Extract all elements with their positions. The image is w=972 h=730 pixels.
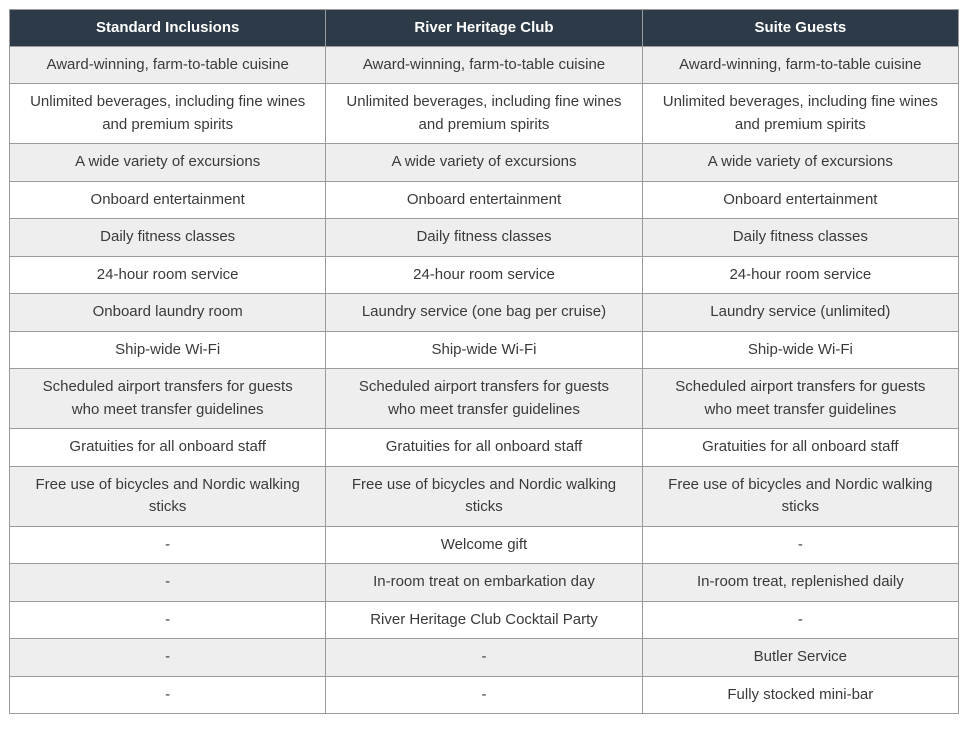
column-header: Standard Inclusions — [10, 10, 326, 47]
inclusions-comparison-table — [9, 9, 959, 714]
table-cell: Onboard entertainment — [10, 181, 326, 219]
table-cell: Scheduled airport transfers for guests who meet transfer guidelines — [642, 369, 958, 429]
column-header: River Heritage Club — [326, 10, 642, 47]
table-row — [10, 294, 959, 332]
table-cell: - — [10, 526, 326, 564]
table-cell: Onboard laundry room — [10, 294, 326, 332]
table-cell: Gratuities for all onboard staff — [642, 429, 958, 467]
table-cell: 24-hour room service — [10, 256, 326, 294]
table-row — [10, 526, 959, 564]
table-cell: - — [10, 676, 326, 714]
table-cell: Free use of bicycles and Nordic walking sticks — [642, 466, 958, 526]
table-cell: - — [10, 601, 326, 639]
table-cell: - — [642, 526, 958, 564]
header-row — [10, 10, 959, 47]
table-cell: - — [642, 601, 958, 639]
table-row — [10, 84, 959, 144]
table-cell: Gratuities for all onboard staff — [10, 429, 326, 467]
table-cell: - — [10, 639, 326, 677]
table-cell: Ship-wide Wi-Fi — [642, 331, 958, 369]
table-cell: Free use of bicycles and Nordic walking sticks — [326, 466, 642, 526]
table-row — [10, 181, 959, 219]
table-cell: Unlimited beverages, including fine wines and premium spirits — [642, 84, 958, 144]
table-cell: Onboard entertainment — [642, 181, 958, 219]
table-cell: Daily fitness classes — [642, 219, 958, 257]
table-cell: A wide variety of excursions — [10, 144, 326, 182]
table-cell: Award-winning, farm-to-table cuisine — [326, 46, 642, 84]
table-cell: Award-winning, farm-to-table cuisine — [10, 46, 326, 84]
table-cell: - — [10, 564, 326, 602]
table-cell: Fully stocked mini-bar — [642, 676, 958, 714]
table-cell: In-room treat, replenished daily — [642, 564, 958, 602]
table-header — [10, 10, 959, 47]
table-cell: River Heritage Club Cocktail Party — [326, 601, 642, 639]
table-cell: - — [326, 676, 642, 714]
table-cell: Scheduled airport transfers for guests who meet transfer guidelines — [326, 369, 642, 429]
table-cell: Free use of bicycles and Nordic walking sticks — [10, 466, 326, 526]
table-cell: Laundry service (one bag per cruise) — [326, 294, 642, 332]
table-cell: Daily fitness classes — [10, 219, 326, 257]
table-row — [10, 564, 959, 602]
table-row — [10, 601, 959, 639]
table-cell: 24-hour room service — [326, 256, 642, 294]
table-cell: Award-winning, farm-to-table cuisine — [642, 46, 958, 84]
table-cell: 24-hour room service — [642, 256, 958, 294]
table-row — [10, 639, 959, 677]
table-row — [10, 466, 959, 526]
table-cell: Unlimited beverages, including fine wines and premium spirits — [326, 84, 642, 144]
table-row — [10, 219, 959, 257]
table-row — [10, 429, 959, 467]
table-cell: Ship-wide Wi-Fi — [326, 331, 642, 369]
table-cell: Ship-wide Wi-Fi — [10, 331, 326, 369]
table-cell: Welcome gift — [326, 526, 642, 564]
table-cell: Laundry service (unlimited) — [642, 294, 958, 332]
table-row — [10, 369, 959, 429]
table-cell: Daily fitness classes — [326, 219, 642, 257]
table-row — [10, 256, 959, 294]
table-row — [10, 676, 959, 714]
table-cell: In-room treat on embarkation day — [326, 564, 642, 602]
table-row — [10, 144, 959, 182]
table-cell: Scheduled airport transfers for guests who meet transfer guidelines — [10, 369, 326, 429]
table-row — [10, 331, 959, 369]
table-body — [10, 46, 959, 714]
table-cell: Gratuities for all onboard staff — [326, 429, 642, 467]
table-cell: A wide variety of excursions — [326, 144, 642, 182]
table-row — [10, 46, 959, 84]
table-cell: Butler Service — [642, 639, 958, 677]
table-cell: A wide variety of excursions — [642, 144, 958, 182]
table-cell: Onboard entertainment — [326, 181, 642, 219]
column-header: Suite Guests — [642, 10, 958, 47]
table-cell: Unlimited beverages, including fine wines and premium spirits — [10, 84, 326, 144]
table-cell: - — [326, 639, 642, 677]
